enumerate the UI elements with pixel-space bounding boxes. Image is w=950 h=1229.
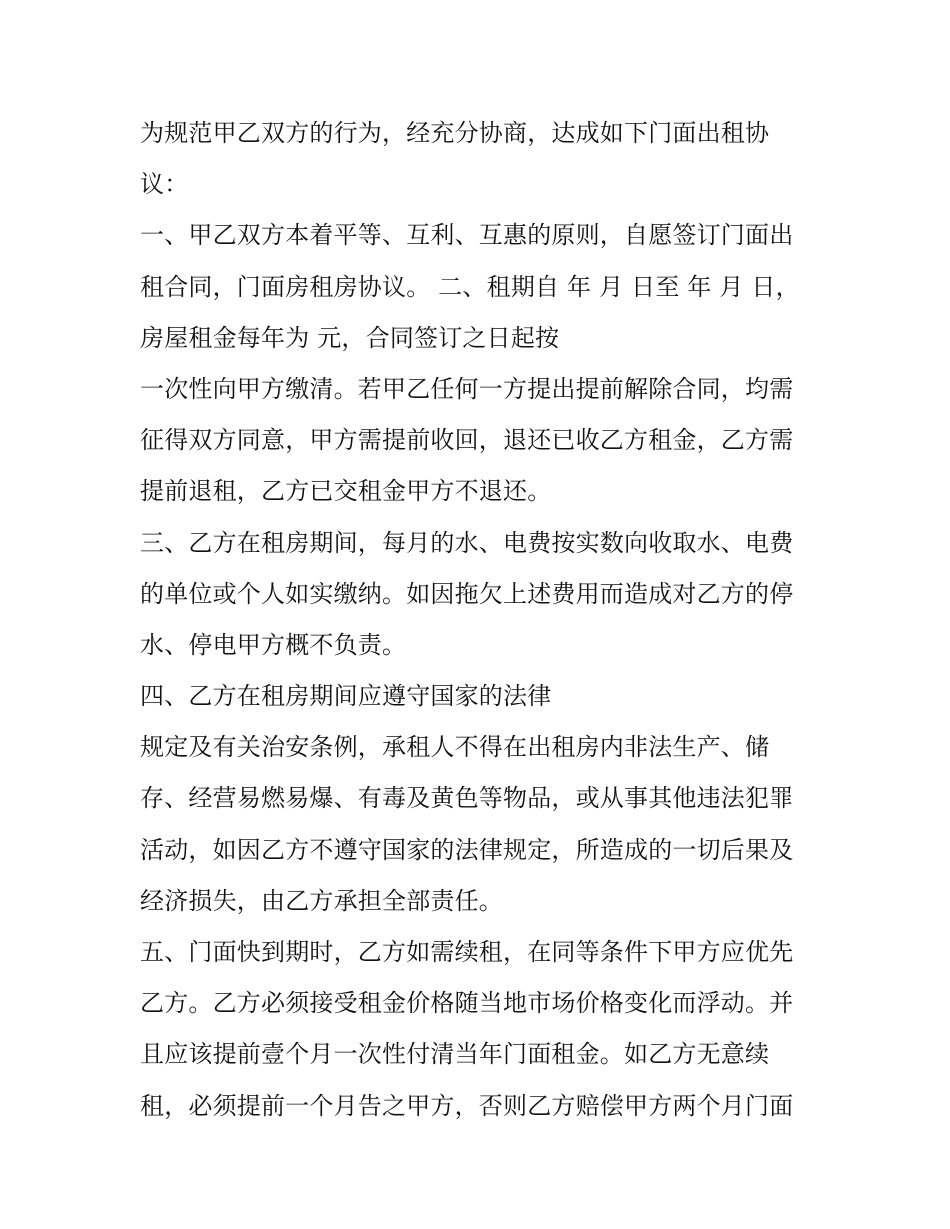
text-line: 经济损失，由乙方承担全部责任。	[140, 886, 503, 915]
text-line: 提前退租，乙方已交租金甲方不退还。	[140, 477, 552, 506]
text-line: 租合同，门面房租房协议。 二、租期自 年 月 日至 年 月 日，	[140, 272, 800, 301]
text-line: 议：	[140, 170, 189, 199]
text-line: 规定及有关治安条例，承租人不得在出租房内非法生产、储	[140, 733, 770, 762]
text-line: 的单位或个人如实缴纳。如因拖欠上述费用而造成对乙方的停	[140, 579, 794, 608]
document-body	[140, 108, 820, 1132]
text-line: 一、甲乙双方本着平等、互利、互惠的原则，自愿签订门面出	[140, 221, 794, 250]
text-line: 乙方。乙方必须接受租金价格随当地市场价格变化而浮动。并	[140, 989, 794, 1018]
text-line: 活动，如因乙方不遵守国家的法律规定，所造成的一切后果及	[140, 835, 794, 864]
text-line: 且应该提前壹个月一次性付清当年门面租金。如乙方无意续	[140, 1040, 770, 1069]
text-line: 五、门面快到期时，乙方如需续租，在同等条件下甲方应优先	[140, 938, 794, 966]
text-line: 水、停电甲方概不负责。	[140, 630, 407, 659]
text-line: 存、经营易燃易爆、有毒及黄色等物品，或从事其他违法犯罪	[140, 784, 794, 813]
text-line: 房屋租金每年为 元，合同签订之日起按	[140, 323, 560, 352]
text-line: 三、乙方在租房期间，每月的水、电费按实数向收取水、电费	[140, 528, 794, 557]
text-line: 四、乙方在租房期间应遵守国家的法律	[140, 682, 552, 711]
text-line: 一次性向甲方缴清。若甲乙任何一方提出提前解除合同，均需	[140, 374, 794, 403]
text-line: 租，必须提前一个月告之甲方，否则乙方赔偿甲方两个月门面	[140, 1091, 794, 1120]
text-line: 征得双方同意，甲方需提前收回，退还已收乙方租金，乙方需	[140, 426, 794, 455]
text-line: 为规范甲乙双方的行为，经充分协商，达成如下门面出租协	[140, 119, 770, 147]
